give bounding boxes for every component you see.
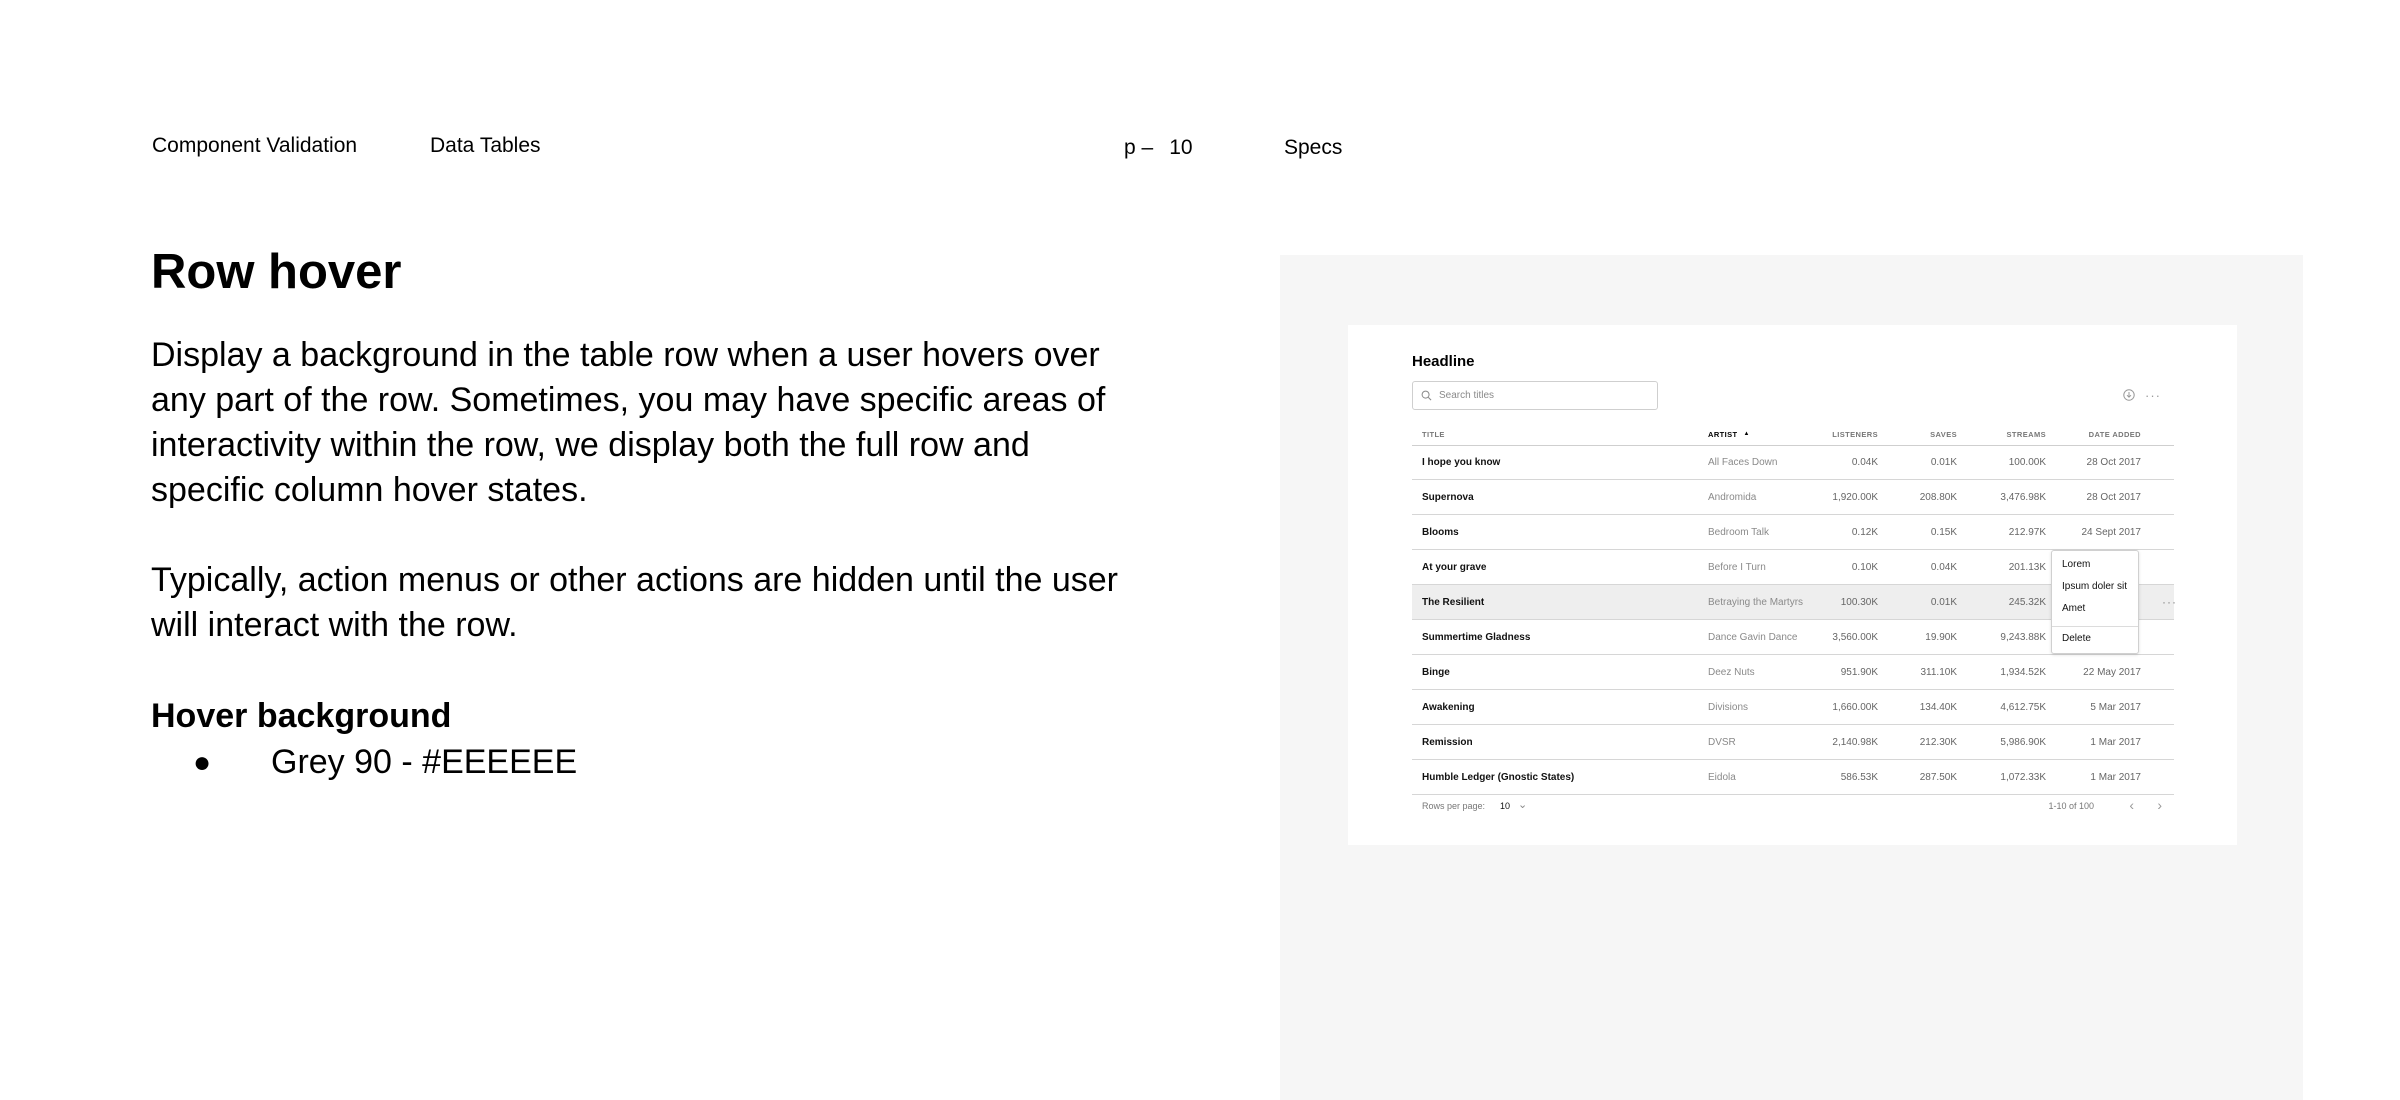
description-paragraph-2: Typically, action menus or other actions are hidden until the user will interact with the row. bbox=[151, 561, 1119, 644]
cell-date-added: 1 Mar 2017 bbox=[2090, 736, 2141, 748]
bullet-icon: ● bbox=[193, 746, 212, 779]
download-icon[interactable] bbox=[2121, 387, 2137, 403]
table-pagination bbox=[1412, 795, 2174, 819]
cell-streams: 5,986.90K bbox=[2000, 736, 2046, 748]
cell-streams: 3,476.98K bbox=[2000, 491, 2046, 503]
list-item-text: Grey 90 - #EEEEEE bbox=[271, 743, 578, 781]
cell-listeners: 1,920.00K bbox=[1832, 491, 1878, 503]
cell-title: Remission bbox=[1422, 736, 1473, 748]
column-header-saves[interactable]: SAVES bbox=[1930, 429, 1957, 439]
table-row[interactable] bbox=[1412, 480, 2174, 515]
cell-saves: 287.50K bbox=[1919, 771, 1957, 783]
cell-saves: 0.01K bbox=[1930, 456, 1957, 468]
cell-artist: Dance Gavin Dance bbox=[1708, 631, 1798, 643]
chevron-right-icon[interactable]: › bbox=[2157, 797, 2162, 813]
table-row[interactable] bbox=[1412, 760, 2174, 795]
cell-saves: 19.90K bbox=[1925, 631, 1957, 643]
cell-artist: Before I Turn bbox=[1708, 561, 1766, 573]
search-icon bbox=[1413, 390, 1439, 401]
table-row[interactable] bbox=[1412, 655, 2174, 690]
cell-artist: DVSR bbox=[1708, 736, 1736, 748]
row-more-icon[interactable]: ··· bbox=[2162, 595, 2177, 609]
rows-per-page-select[interactable]: 10 bbox=[1500, 801, 1511, 811]
table-row[interactable] bbox=[1412, 725, 2174, 760]
data-table-card bbox=[1348, 325, 2237, 845]
menu-divider bbox=[2052, 626, 2138, 627]
cell-saves: 311.10K bbox=[1920, 666, 1957, 678]
table-headline: Headline bbox=[1412, 353, 1475, 370]
cell-date-added: 24 Sept 2017 bbox=[2081, 526, 2141, 538]
table-row[interactable] bbox=[1412, 445, 2174, 480]
cell-title: The Resilient bbox=[1422, 596, 1485, 608]
menu-item-delete[interactable]: Delete bbox=[2062, 633, 2091, 644]
table-row[interactable] bbox=[1412, 690, 2174, 725]
page-prefix: p – bbox=[1124, 136, 1154, 159]
cell-title: Binge bbox=[1422, 666, 1450, 678]
cell-streams: 4,612.75K bbox=[2000, 701, 2046, 713]
cell-streams: 9,243.88K bbox=[2000, 631, 2046, 643]
cell-streams: 1,934.52K bbox=[2000, 666, 2046, 678]
sort-ascending-icon: ▲ bbox=[1743, 431, 1750, 437]
cell-listeners: 0.04K bbox=[1851, 456, 1878, 468]
cell-title: At your grave bbox=[1422, 561, 1487, 573]
cell-listeners: 0.12K bbox=[1851, 526, 1878, 538]
cell-streams: 1,072.33K bbox=[2000, 771, 2046, 783]
hover-background-list bbox=[151, 740, 577, 785]
cell-artist: Bedroom Talk bbox=[1708, 526, 1769, 538]
column-header-title[interactable]: TITLE bbox=[1422, 429, 1445, 439]
cell-title: Humble Ledger (Gnostic States) bbox=[1422, 771, 1575, 783]
search-placeholder: Search titles bbox=[1439, 390, 1495, 401]
cell-listeners: 951.90K bbox=[1840, 666, 1878, 678]
cell-artist: All Faces Down bbox=[1708, 456, 1778, 468]
cell-saves: 0.01K bbox=[1930, 596, 1957, 608]
page-indicator bbox=[1124, 135, 1193, 161]
rows-per-page-label: Rows per page: bbox=[1422, 801, 1486, 811]
search-input[interactable] bbox=[1412, 381, 1658, 410]
cell-streams: 201.13K bbox=[2008, 561, 2046, 573]
cell-title: I hope you know bbox=[1422, 456, 1501, 468]
table-row[interactable] bbox=[1412, 515, 2174, 550]
cell-listeners: 3,560.00K bbox=[1832, 631, 1878, 643]
cell-saves: 0.04K bbox=[1930, 561, 1957, 573]
component-label: Data Tables bbox=[430, 134, 541, 157]
cell-artist: Andromida bbox=[1708, 491, 1757, 503]
cell-title: Supernova bbox=[1422, 491, 1474, 503]
list-item bbox=[151, 740, 577, 785]
hover-background-heading: Hover background bbox=[151, 697, 452, 735]
cell-artist: Betraying the Martyrs bbox=[1708, 596, 1804, 608]
page-number: 10 bbox=[1169, 136, 1193, 159]
menu-item-lorem[interactable]: Lorem bbox=[2062, 559, 2091, 570]
cell-saves: 134.40K bbox=[1919, 701, 1957, 713]
column-header-date-added[interactable]: DATE ADDED bbox=[2088, 429, 2141, 439]
menu-item-amet[interactable]: Amet bbox=[2062, 603, 2086, 614]
column-header-listeners[interactable]: LISTENERS bbox=[1832, 429, 1878, 439]
cell-artist: Divisions bbox=[1708, 701, 1749, 713]
cell-listeners: 1,660.00K bbox=[1832, 701, 1878, 713]
cell-artist: Deez Nuts bbox=[1708, 666, 1755, 678]
example-panel bbox=[1280, 255, 2303, 1100]
cell-listeners: 2,140.98K bbox=[1832, 736, 1878, 748]
cell-streams: 245.32K bbox=[2008, 596, 2046, 608]
cell-date-added: 5 Mar 2017 bbox=[2090, 701, 2141, 713]
cell-streams: 100.00K bbox=[2008, 456, 2046, 468]
cell-artist: Eidola bbox=[1708, 771, 1736, 783]
chevron-left-icon[interactable]: ‹ bbox=[2129, 797, 2134, 813]
more-horizontal-icon[interactable]: ··· bbox=[2145, 387, 2161, 403]
cell-date-added: 28 Oct 2017 bbox=[2086, 491, 2141, 503]
cell-date-added: 28 Oct 2017 bbox=[2086, 456, 2141, 468]
menu-item-ipsum[interactable]: Ipsum doler sit bbox=[2062, 581, 2128, 592]
cell-listeners: 100.30K bbox=[1840, 596, 1878, 608]
cell-saves: 208.80K bbox=[1919, 491, 1957, 503]
specs-label: Specs bbox=[1284, 136, 1343, 159]
cell-title: Summertime Gladness bbox=[1422, 631, 1531, 643]
column-header-streams[interactable]: STREAMS bbox=[2006, 429, 2046, 439]
column-header-artist-label: ARTIST bbox=[1708, 429, 1738, 439]
row-action-menu bbox=[2051, 550, 2139, 654]
description-paragraph-1: Display a background in the table row when a user hovers over any part of the row. Sometimes, you may have specific areas of interactivity within the row, we display both the full row and specific column hover states. bbox=[151, 336, 1106, 509]
pagination-range: 1-10 of 100 bbox=[2048, 801, 2094, 811]
section-label: Component Validation bbox=[152, 134, 358, 157]
cell-listeners: 586.53K bbox=[1840, 771, 1878, 783]
cell-saves: 0.15K bbox=[1930, 526, 1957, 538]
column-header-artist[interactable] bbox=[1708, 423, 1750, 445]
chevron-down-icon[interactable]: ⌄ bbox=[1518, 799, 1528, 811]
cell-title: Awakening bbox=[1422, 701, 1475, 713]
cell-streams: 212.97K bbox=[2008, 526, 2046, 538]
cell-title: Blooms bbox=[1422, 526, 1459, 538]
cell-listeners: 0.10K bbox=[1851, 561, 1878, 573]
cell-date-added: 22 May 2017 bbox=[2083, 666, 2141, 678]
cell-saves: 212.30K bbox=[1919, 736, 1957, 748]
cell-date-added: 1 Mar 2017 bbox=[2090, 771, 2141, 783]
table-header bbox=[1412, 423, 2174, 446]
page-title: Row hover bbox=[151, 245, 402, 299]
